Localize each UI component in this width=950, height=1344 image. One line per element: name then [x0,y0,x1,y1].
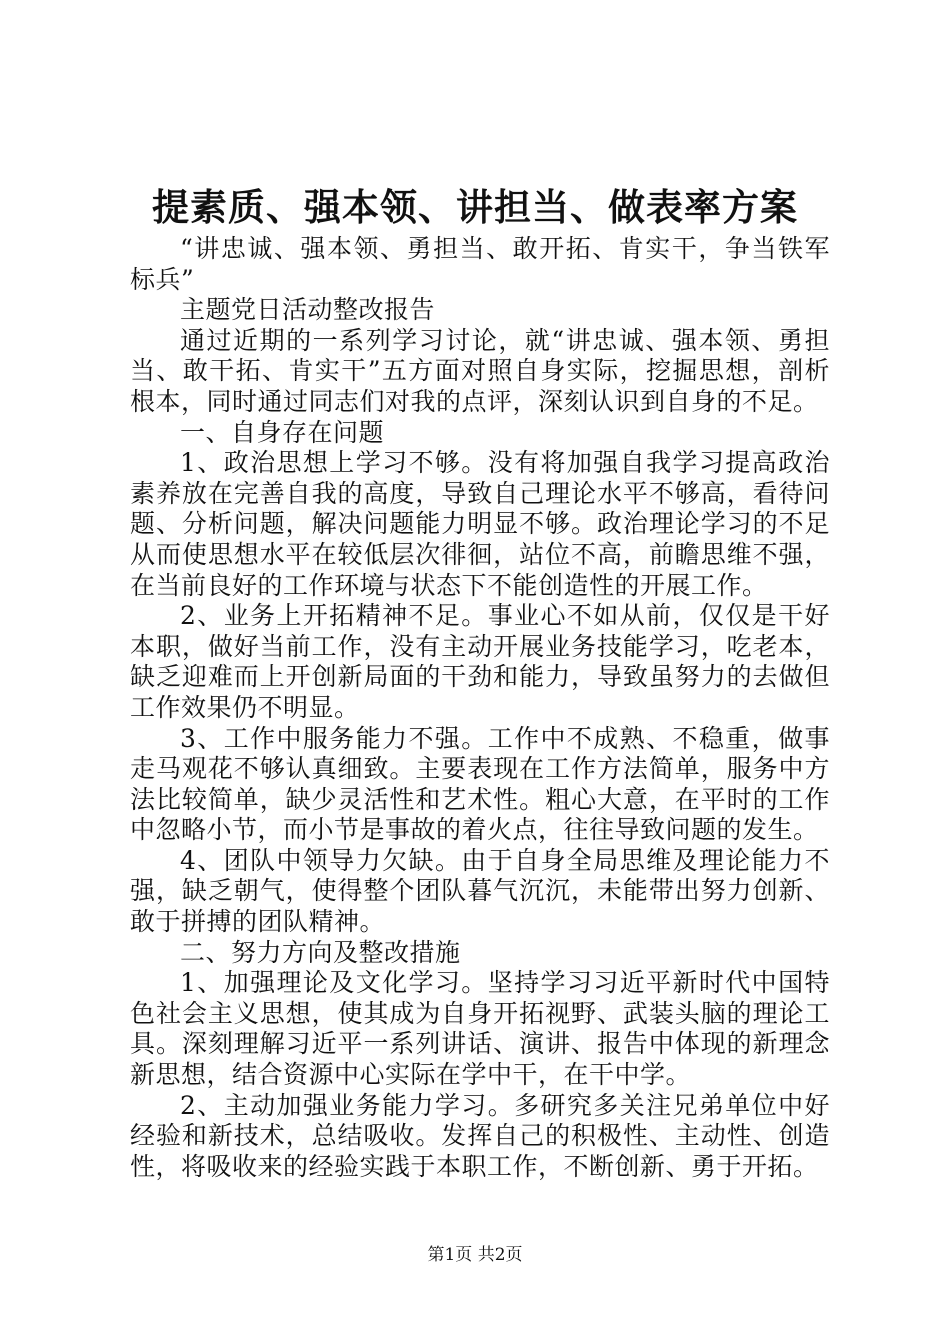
paragraph-problem-4: 4、团队中领导力欠缺。由于自身全局思维及理论能力不强，缺乏朝气，使得整个团队暮气沉沉，未能带出努力创新、敢于拼搏的团队精神。 [130,845,830,937]
document-title: 提素质、强本领、讲担当、做表率方案 [152,186,798,229]
document-body [130,234,830,1182]
page-footer: 第1页 共2页 [427,1245,523,1265]
paragraph-report-title: 主题党日活动整改报告 [180,295,436,325]
paragraph-problem-3: 3、工作中服务能力不强。工作中不成熟、不稳重，做事走马观花不够认真细致。主要表现在工作方法简单，服务中方法比较简单，缺少灵活性和艺术性。粗心大意，在平时的工作中忽略小节，而小节是事故的着火点，往往导致问题的发生。 [130,723,830,845]
paragraph-intro: 通过近期的一系列学习讨论，就“讲忠诚、强本领、勇担当、敢干拓、肯实干”五方面对照自身实际，挖掘思想，剖析根本，同时通过同志们对我的点评，深刻认识到自身的不足。 [130,325,830,416]
paragraph-problem-1: 1、政治思想上学习不够。没有将加强自我学习提高政治素养放在完善自我的高度，导致自己理论水平不够高，看待问题、分析问题，解决问题能力明显不够。政治理论学习的不足从而使思想水平在较低层次徘徊，站位不高，前瞻思维不强，在当前良好的工作环境与状态下不能创造性的开展工作。 [130,448,830,600]
section-heading-measures: 二、努力方向及整改措施 [180,937,461,967]
paragraph-problem-2: 2、业务上开拓精神不足。事业心不如从前，仅仅是干好本职，做好当前工作，没有主动开展业务技能学习，吃老本，缺乏迎难而上开创新局面的干劲和能力，导致虽努力的去做但工作效果仍不明显。 [130,601,830,722]
paragraph-measure-1: 1、加强理论及文化学习。坚持学习习近平新时代中国特色社会主义思想，使其成为自身开拓视野、武装头脑的理论工具。深刻理解习近平一系列讲话、演讲、报告中体现的新理念新思想，结合资源中心实际在学中干，在干中学。 [130,968,830,1090]
paragraph-subtitle: “讲忠诚、强本领、勇担当、敢开拓、肯实干，争当铁军标兵” [130,234,830,294]
paragraph-measure-2: 2、主动加强业务能力学习。多研究多关注兄弟单位中好经验和新技术，总结吸收。发挥自己的积极性、主动性、创造性，将吸收来的经验实践于本职工作，不断创新、勇于开拓。 [130,1090,830,1181]
section-heading-problems: 一、自身存在问题 [180,417,385,447]
